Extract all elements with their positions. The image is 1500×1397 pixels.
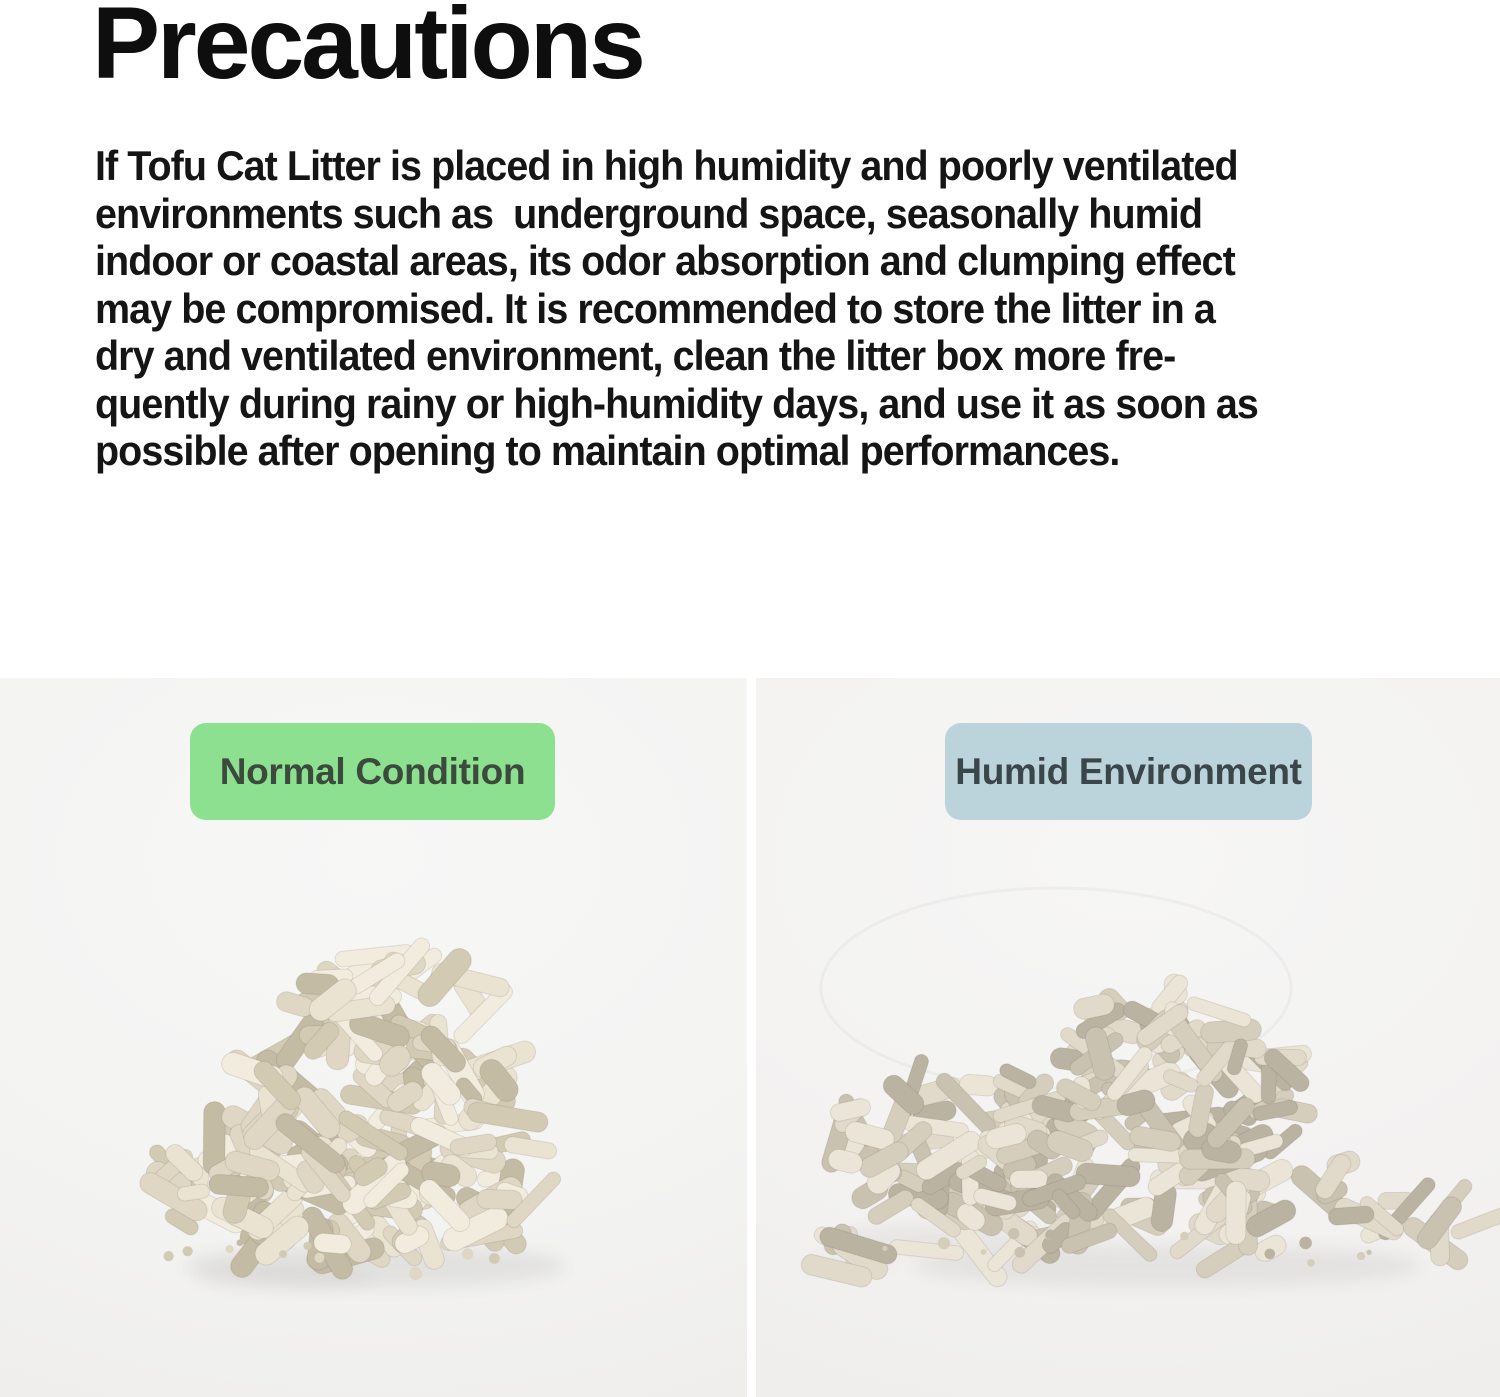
precautions-paragraph	[95, 142, 1258, 475]
body-line: possible after opening to maintain optimal performances.	[95, 427, 1120, 474]
body-line: may be compromised. It is recommended to store the litter in a	[95, 284, 1215, 332]
normal-condition-panel	[0, 678, 747, 1397]
body-line: dry and ventilated environment, clean the litter box more fre-	[95, 332, 1176, 379]
body-line: indoor or coastal areas, its odor absorption and clumping effect	[95, 237, 1235, 284]
normal-condition-label: Normal Condition	[219, 750, 526, 792]
body-line: environments such as underground space, seasonally humid	[95, 189, 1202, 237]
humid-environment-badge	[945, 723, 1312, 820]
body-line: quently during rainy or high-humidity days, and use it as soon as	[95, 379, 1258, 427]
humid-environment-label: Humid Environment	[955, 750, 1302, 792]
body-line: If Tofu Cat Litter is placed in high humidity and poorly ventilated	[95, 142, 1238, 189]
page-title: Precautions	[92, 0, 643, 100]
normal-condition-badge	[190, 723, 555, 820]
humid-environment-panel	[756, 678, 1500, 1397]
comparison-section	[0, 678, 1500, 1397]
